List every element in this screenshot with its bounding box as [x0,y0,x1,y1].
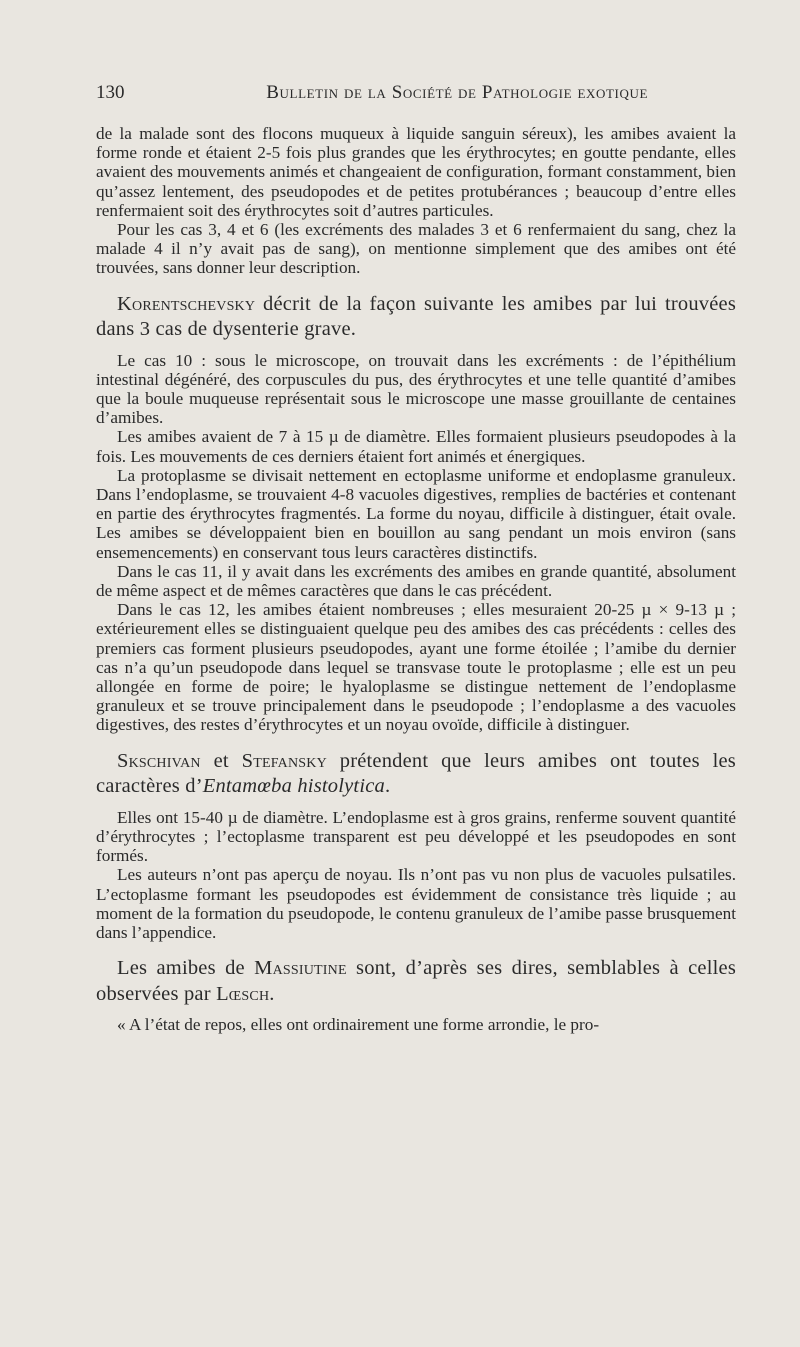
author-name: Skschivan [117,749,201,772]
article-body [96,124,736,1034]
author-name: Massiutine [254,957,347,980]
page-number: 130 [96,82,125,103]
paragraph: La protoplasme se divisait nettement en ectoplasme uniforme et endoplasme granuleux. Dans l’endoplasme, se trouvaient 4-8 vacuoles digestives, remplies de bactéries et contenant en partie des érythrocytes fragmentés. La forme du noyau, difficile à distinguer, était ovale. Les amibes se développaient bien en bouillon au sang pendant un mois environ (sans ensemencements) en conservant tous leurs caractères distinctifs. [96,465,736,562]
paragraph: Le cas 10 : sous le microscope, on trouvait dans les excréments : de l’épithélium intestinal dégénéré, des corpuscules du pus, des érythrocytes et une telle quantité d’amibes que la boule muqueuse représentait sous le microscope une masse grouillante de centaines d’amibes. [96,350,736,428]
paragraph: Elles ont 15-40 µ de diamètre. L’endoplasme est à gros grains, renferme souvent quantité d’érythrocytes ; l’ectoplasme transparent est peu développé et les pseudopodes en sont formés. [96,807,736,866]
section-intro: Korentschevsky décrit de la façon suivante les amibes par lui trouvées dans 3 cas de dysenterie grave. [96,292,736,341]
paragraph: Dans le cas 11, il y avait dans les excréments des amibes en grande quantité, absolument de même aspect et de mêmes caractères que dans le cas précédent. [96,561,736,601]
author-name: Korentschevsky [117,292,256,315]
paragraph: Dans le cas 12, les amibes étaient nombreuses ; elles mesuraient 20-25 µ × 9-13 µ ; extérieurement elles se distinguaient quelque peu des amibes des cas précédents : celles des premiers cas forment plusieurs pseudopodes, ayant une forme étoilée ; l’amibe du dernier cas n’a qu’un pseudopode dans lequel se transvase toute le protoplasme ; elle est un peu allongée en forme de poire; le hyaloplasme se distingue nettement de l’endoplasme granuleux et se trouve principalement dans le pseudopode ; l’endoplasme a des vacuoles digestives, des restes d’érythrocytes et un noyau ovoïde, difficile à distinguer. [96,600,736,735]
author-name: Lœsch [216,982,270,1005]
paragraph: Les auteurs n’ont pas aperçu de noyau. Ils n’ont pas vu non plus de vacuoles pulsatiles. L’ectoplasme formant les pseudopodes est évidemment de consistance très liquide ; au moment de la formation du pseudopode, le contenu granuleux de l’amibe passe brusquement dans l’appendice. [96,865,736,942]
running-title: Bulletin de la Société de Pathologie exotique [266,82,648,103]
paragraph: « A l’état de repos, elles ont ordinairement une forme arrondie, le pro- [117,1015,600,1035]
species-name: Entamœba histolytica [202,775,385,798]
author-name: Stefansky [241,749,327,772]
section-intro: Les amibes de Massiutine sont, d’après ses dires, semblables à celles observées par Lœsch. [96,957,736,1005]
page-header [96,82,648,104]
section-intro: Skschivan et Stefansky prétendent que leurs amibes ont toutes les caractères d’Entamœba histolytica. [96,749,736,798]
paragraph: de la malade sont des flocons muqueux à liquide sanguin séreux), les amibes avaient la forme ronde et étaient 2-5 fois plus grandes que les érythrocytes; en goutte pendante, elles avaient des mouvements animés et changeaient de configuration, formant constamment, bien qu’assez lentement, des pseudopodes et de petites protubérances ; beaucoup d’entre elles renfermaient soit des érythrocytes soit d’autres particules. [96,124,736,220]
paragraph: Les amibes avaient de 7 à 15 µ de diamètre. Elles formaient plusieurs pseudopodes à la fois. Les mouvements de ces derniers étaient fort animés et énergiques. [96,427,736,466]
paragraph: Pour les cas 3, 4 et 6 (les excréments des malades 3 et 6 renfermaient du sang, chez la malade 4 il n’y avait pas de sang), on mentionne simplement que des amibes ont été trouvées, sans donner leur description. [96,220,736,278]
